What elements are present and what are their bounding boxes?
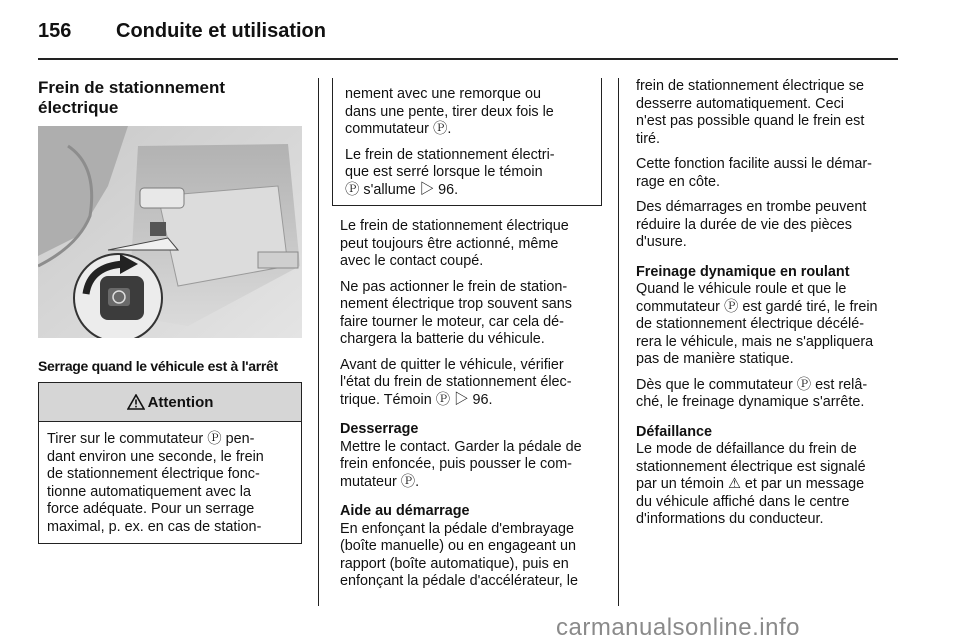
warning-box — [38, 382, 302, 544]
warning-cont-paragraph-2: Le frein de stationnement électri- que est serré lorsque le témoin Ⓟ s'allume ▷ 96. — [345, 146, 555, 198]
warning-cont-paragraph-1: nement avec une remorque ou dans une pente, tirer deux fois le commutateur Ⓟ. — [345, 86, 554, 137]
watermark: carmanualsonline.info — [556, 614, 800, 641]
section-title: Frein de stationnement électrique — [38, 78, 226, 117]
figure-caption: Serrage quand le véhicule est à l'arrêt — [38, 358, 278, 374]
subheading-freinage-dynamique: Freinage dynamique en roulant — [636, 263, 850, 280]
paragraph: Le frein de stationnement électrique peut toujours être actionné, même avec le contact coupé. — [340, 218, 569, 269]
subheading-desserrage: Desserrage — [340, 421, 419, 437]
header-rule — [38, 58, 898, 60]
page-number: 156 — [38, 20, 72, 42]
warning-header — [39, 383, 301, 422]
parking-brake-photo — [38, 126, 302, 338]
column-divider-1 — [318, 78, 319, 606]
subheading-defaillance: Défaillance — [636, 423, 712, 440]
warning-line: dant environ une seconde, le frein — [47, 448, 264, 465]
paragraph: Ne pas actionner le frein de station- nement électrique trop souvent sans faire tourner le moteur, car cela dé- chargera la batterie du véhicule. — [340, 278, 572, 347]
paragraph: Des démarrages en trombe peuvent réduire la durée de vie des pièces d'usure. — [636, 199, 867, 250]
paragraph: Quand le véhicule roule et que le commutateur Ⓟ est gardé tiré, le frein de stationnement électrique décélé- rera le véhicule, mais ne s'appliquera pas de manière statique. — [636, 281, 878, 367]
warning-triangle-icon — [127, 394, 145, 410]
paragraph: Le mode de défaillance du frein de stationnement électrique est signalé par un témoin ⚠ et par un message du véhicule affiché dans le centre d'informations du conducteur. — [636, 441, 866, 527]
warning-text — [39, 422, 301, 536]
paragraph: Mettre le contact. Garder la pédale de frein enfoncée, puis pousser le com- mutateur Ⓟ. — [340, 438, 582, 490]
chapter-title: Conduite et utilisation — [116, 20, 326, 42]
paragraph: Dès que le commutateur Ⓟ est relâ- ché, le freinage dynamique s'arrête. — [636, 376, 868, 410]
warning-line: tionne automatiquement avec la — [47, 483, 251, 500]
paragraph: Avant de quitter le véhicule, vérifier l'état du frein de stationnement élec- trique. Témoin Ⓟ ▷ 96. — [340, 356, 572, 408]
subheading-aide-demarrage: Aide au démarrage — [340, 503, 470, 519]
column-2-text — [340, 218, 610, 599]
warning-line: de stationnement électrique fonc- — [47, 466, 260, 482]
warning-line: Tirer sur le commutateur Ⓟ pen- — [47, 431, 255, 447]
warning-line: maximal, p. ex. en cas de station- — [47, 518, 262, 535]
warning-continuation-box — [332, 78, 602, 206]
warning-line: force adéquate. Pour un serrage — [47, 501, 255, 517]
column-divider-2 — [618, 78, 619, 606]
warning-title: Attention — [147, 393, 214, 411]
column-3-text — [636, 78, 906, 537]
paragraph: En enfonçant la pédale d'embrayage (boîte manuelle) ou en engageant un rapport (boîte automatique), puis en enfonçant la pédale d'accélérateur, le — [340, 520, 578, 589]
paragraph: frein de stationnement électrique se desserre automatiquement. Ceci n'est pas possible quand le frein est tiré. — [636, 78, 865, 147]
paragraph: Cette fonction facilite aussi le démar- rage en côte. — [636, 156, 872, 190]
